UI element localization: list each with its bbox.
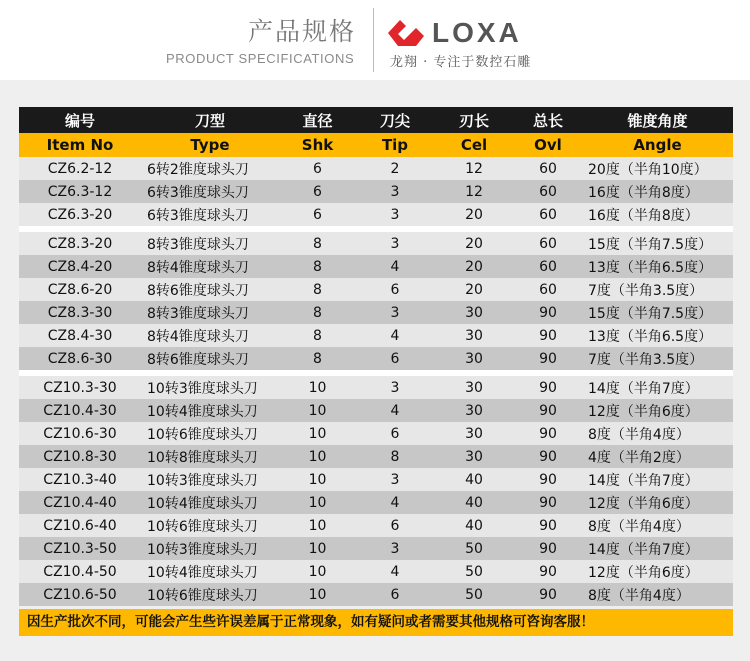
cell-angle: 7度（半角3.5度） — [582, 347, 733, 370]
title-cn: 产品规格 — [248, 17, 357, 46]
footnote: 因生产批次不同，可能会产生些许误差属于正常现象，如有疑问或者需要其他规格可咨询客服！ — [19, 609, 733, 636]
cell-type: 10转3锥度球头刀 — [141, 537, 279, 560]
cell-item-no: CZ10.8-30 — [19, 445, 141, 468]
cell-tip: 4 — [356, 399, 434, 422]
cell-shank: 6 — [279, 180, 356, 203]
header-row-en — [19, 133, 733, 157]
col-header-cn: 直径 — [279, 107, 356, 133]
cell-overall-length: 90 — [514, 468, 582, 491]
cell-cutting-length: 50 — [434, 560, 514, 583]
col-header-en: Type — [141, 133, 279, 157]
table-row — [19, 203, 733, 226]
col-header-en: Item No — [19, 133, 141, 157]
cell-tip: 3 — [356, 376, 434, 399]
cell-type: 6转2锥度球头刀 — [141, 157, 279, 180]
cell-type: 10转3锥度球头刀 — [141, 468, 279, 491]
cell-item-no: CZ10.6-50 — [19, 583, 141, 606]
cell-tip: 3 — [356, 180, 434, 203]
table-row — [19, 537, 733, 560]
col-header-cn: 刃长 — [434, 107, 514, 133]
col-header-en: Tip — [356, 133, 434, 157]
cell-item-no: CZ10.3-30 — [19, 376, 141, 399]
cell-type: 10转3锥度球头刀 — [141, 376, 279, 399]
table-row — [19, 514, 733, 537]
cell-type: 8转3锥度球头刀 — [141, 232, 279, 255]
cell-type: 8转6锥度球头刀 — [141, 347, 279, 370]
cell-shank: 6 — [279, 203, 356, 226]
cell-type: 8转4锥度球头刀 — [141, 255, 279, 278]
cell-overall-length: 90 — [514, 514, 582, 537]
cell-angle: 15度（半角7.5度） — [582, 232, 733, 255]
cell-overall-length: 60 — [514, 157, 582, 180]
cell-type: 8转3锥度球头刀 — [141, 301, 279, 324]
table-row — [19, 491, 733, 514]
table-row — [19, 324, 733, 347]
cell-shank: 10 — [279, 422, 356, 445]
cell-overall-length: 90 — [514, 445, 582, 468]
cell-cutting-length: 30 — [434, 347, 514, 370]
cell-item-no: CZ10.3-50 — [19, 537, 141, 560]
cell-tip: 2 — [356, 157, 434, 180]
table-row — [19, 278, 733, 301]
cell-tip: 3 — [356, 203, 434, 226]
table-row — [19, 180, 733, 203]
table-row — [19, 468, 733, 491]
cell-tip: 6 — [356, 583, 434, 606]
cell-shank: 10 — [279, 445, 356, 468]
cell-tip: 3 — [356, 468, 434, 491]
cell-angle: 14度（半角7度） — [582, 376, 733, 399]
cell-overall-length: 90 — [514, 399, 582, 422]
cell-cutting-length: 12 — [434, 180, 514, 203]
page-header — [0, 0, 750, 80]
cell-item-no: CZ6.3-12 — [19, 180, 141, 203]
cell-shank: 10 — [279, 560, 356, 583]
cell-cutting-length: 30 — [434, 422, 514, 445]
cell-shank: 10 — [279, 537, 356, 560]
header-divider — [373, 8, 374, 72]
cell-shank: 8 — [279, 301, 356, 324]
cell-tip: 4 — [356, 560, 434, 583]
table-row — [19, 157, 733, 180]
table-row — [19, 376, 733, 399]
cell-tip: 3 — [356, 232, 434, 255]
cell-cutting-length: 20 — [434, 203, 514, 226]
cell-cutting-length: 30 — [434, 376, 514, 399]
cell-angle: 14度（半角7度） — [582, 537, 733, 560]
table-row — [19, 560, 733, 583]
table-row — [19, 399, 733, 422]
cell-overall-length: 90 — [514, 376, 582, 399]
cell-type: 8转6锥度球头刀 — [141, 278, 279, 301]
cell-cutting-length: 30 — [434, 324, 514, 347]
cell-overall-length: 90 — [514, 422, 582, 445]
cell-item-no: CZ10.6-30 — [19, 422, 141, 445]
cell-type: 8转4锥度球头刀 — [141, 324, 279, 347]
table-row — [19, 347, 733, 370]
cell-cutting-length: 30 — [434, 301, 514, 324]
cell-cutting-length: 40 — [434, 468, 514, 491]
cell-item-no: CZ8.6-30 — [19, 347, 141, 370]
cell-angle: 8度（半角4度） — [582, 514, 733, 537]
table-row — [19, 255, 733, 278]
cell-type: 10转4锥度球头刀 — [141, 399, 279, 422]
cell-shank: 8 — [279, 278, 356, 301]
cell-type: 10转6锥度球头刀 — [141, 583, 279, 606]
cell-overall-length: 60 — [514, 203, 582, 226]
cell-angle: 12度（半角6度） — [582, 491, 733, 514]
cell-overall-length: 90 — [514, 583, 582, 606]
cell-shank: 8 — [279, 255, 356, 278]
cell-tip: 3 — [356, 301, 434, 324]
cell-type: 6转3锥度球头刀 — [141, 180, 279, 203]
cell-angle: 8度（半角4度） — [582, 583, 733, 606]
cell-tip: 8 — [356, 445, 434, 468]
cell-overall-length: 60 — [514, 232, 582, 255]
brand-tagline: 龙翔 · 专注于数控石雕 — [390, 55, 532, 70]
cell-cutting-length: 40 — [434, 514, 514, 537]
cell-angle: 14度（半角7度） — [582, 468, 733, 491]
loxa-logo-icon — [386, 18, 426, 48]
cell-overall-length: 60 — [514, 180, 582, 203]
cell-overall-length: 90 — [514, 560, 582, 583]
table-row — [19, 422, 733, 445]
cell-item-no: CZ8.4-30 — [19, 324, 141, 347]
cell-angle: 12度（半角6度） — [582, 399, 733, 422]
cell-cutting-length: 40 — [434, 491, 514, 514]
cell-cutting-length: 30 — [434, 445, 514, 468]
cell-cutting-length: 50 — [434, 537, 514, 560]
col-header-cn: 总长 — [514, 107, 582, 133]
cell-type: 6转3锥度球头刀 — [141, 203, 279, 226]
cell-shank: 8 — [279, 347, 356, 370]
col-header-en: Ovl — [514, 133, 582, 157]
cell-angle: 20度（半角10度） — [582, 157, 733, 180]
cell-item-no: CZ8.4-20 — [19, 255, 141, 278]
spec-table — [19, 107, 733, 606]
cell-item-no: CZ10.4-50 — [19, 560, 141, 583]
cell-tip: 6 — [356, 514, 434, 537]
col-header-cn: 锥度角度 — [582, 107, 733, 133]
cell-type: 10转6锥度球头刀 — [141, 514, 279, 537]
col-header-cn: 编号 — [19, 107, 141, 133]
cell-tip: 6 — [356, 422, 434, 445]
cell-cutting-length: 20 — [434, 232, 514, 255]
cell-tip: 6 — [356, 347, 434, 370]
cell-angle: 15度（半角7.5度） — [582, 301, 733, 324]
cell-item-no: CZ10.4-30 — [19, 399, 141, 422]
col-header-en: Shk — [279, 133, 356, 157]
cell-overall-length: 90 — [514, 491, 582, 514]
cell-cutting-length: 50 — [434, 583, 514, 606]
cell-item-no: CZ10.6-40 — [19, 514, 141, 537]
col-header-cn: 刀型 — [141, 107, 279, 133]
cell-item-no: CZ10.3-40 — [19, 468, 141, 491]
table-row — [19, 232, 733, 255]
brand-name: LOXA — [432, 17, 522, 48]
col-header-en: Angle — [582, 133, 733, 157]
cell-item-no: CZ6.2-12 — [19, 157, 141, 180]
cell-item-no: CZ10.4-40 — [19, 491, 141, 514]
cell-tip: 6 — [356, 278, 434, 301]
cell-overall-length: 90 — [514, 347, 582, 370]
cell-angle: 16度（半角8度） — [582, 180, 733, 203]
cell-angle: 13度（半角6.5度） — [582, 324, 733, 347]
spec-table-body — [19, 157, 733, 606]
cell-cutting-length: 20 — [434, 278, 514, 301]
cell-tip: 4 — [356, 324, 434, 347]
cell-type: 10转4锥度球头刀 — [141, 560, 279, 583]
col-header-en: Cel — [434, 133, 514, 157]
cell-item-no: CZ8.6-20 — [19, 278, 141, 301]
cell-shank: 10 — [279, 376, 356, 399]
cell-type: 10转8锥度球头刀 — [141, 445, 279, 468]
cell-cutting-length: 30 — [434, 399, 514, 422]
cell-item-no: CZ8.3-30 — [19, 301, 141, 324]
cell-shank: 10 — [279, 491, 356, 514]
cell-overall-length: 60 — [514, 255, 582, 278]
table-row — [19, 445, 733, 468]
cell-shank: 10 — [279, 399, 356, 422]
cell-item-no: CZ6.3-20 — [19, 203, 141, 226]
title-en: PRODUCT SPECIFICATIONS — [166, 51, 355, 66]
cell-angle: 16度（半角8度） — [582, 203, 733, 226]
cell-type: 10转6锥度球头刀 — [141, 422, 279, 445]
cell-cutting-length: 12 — [434, 157, 514, 180]
cell-tip: 3 — [356, 537, 434, 560]
table-row — [19, 301, 733, 324]
cell-angle: 13度（半角6.5度） — [582, 255, 733, 278]
cell-angle: 7度（半角3.5度） — [582, 278, 733, 301]
cell-shank: 6 — [279, 157, 356, 180]
cell-shank: 8 — [279, 324, 356, 347]
cell-shank: 10 — [279, 583, 356, 606]
cell-item-no: CZ8.3-20 — [19, 232, 141, 255]
cell-tip: 4 — [356, 255, 434, 278]
table-row — [19, 583, 733, 606]
cell-shank: 8 — [279, 232, 356, 255]
cell-overall-length: 90 — [514, 324, 582, 347]
cell-tip: 4 — [356, 491, 434, 514]
cell-shank: 10 — [279, 514, 356, 537]
cell-angle: 4度（半角2度） — [582, 445, 733, 468]
cell-angle: 12度（半角6度） — [582, 560, 733, 583]
cell-angle: 8度（半角4度） — [582, 422, 733, 445]
cell-overall-length: 90 — [514, 301, 582, 324]
cell-overall-length: 90 — [514, 537, 582, 560]
cell-type: 10转4锥度球头刀 — [141, 491, 279, 514]
header-row-cn — [19, 107, 733, 133]
cell-overall-length: 60 — [514, 278, 582, 301]
cell-shank: 10 — [279, 468, 356, 491]
col-header-cn: 刀尖 — [356, 107, 434, 133]
cell-cutting-length: 20 — [434, 255, 514, 278]
